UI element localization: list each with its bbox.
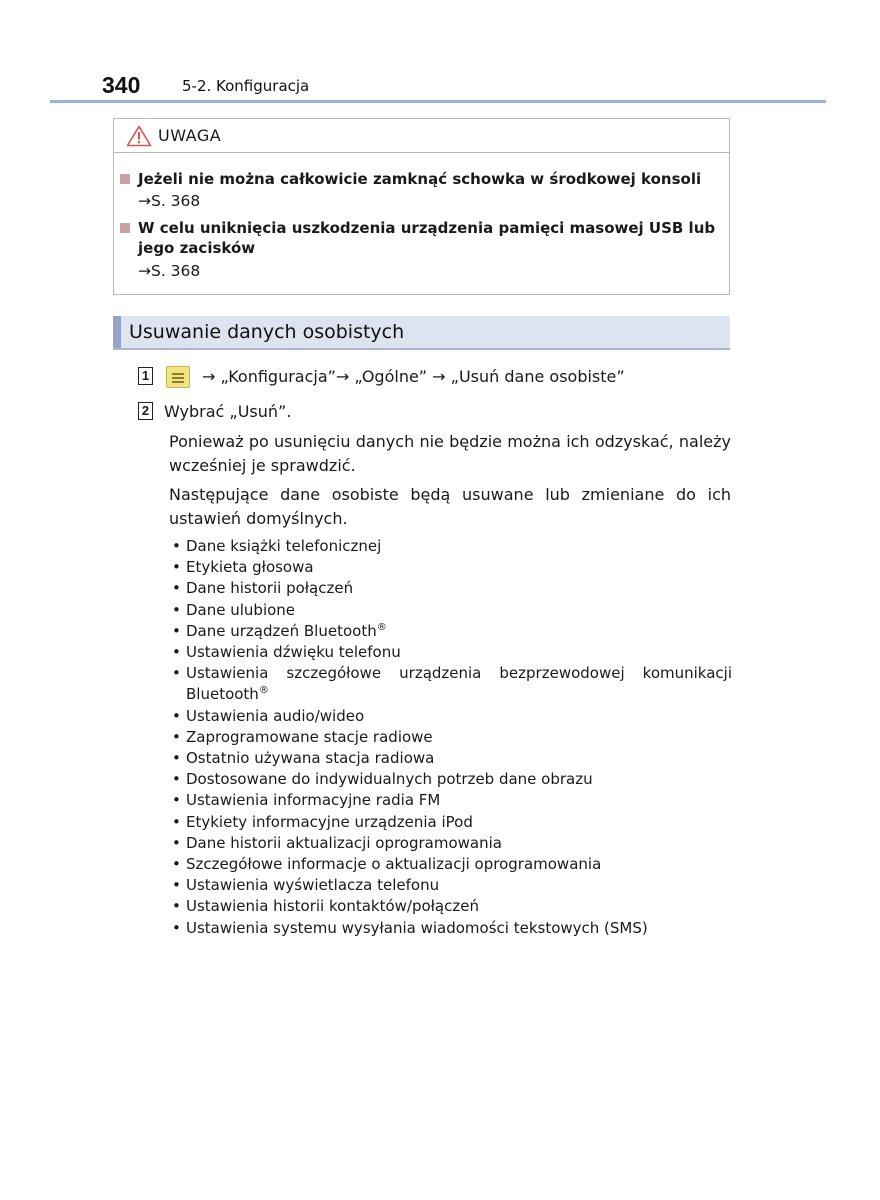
list-item: • Dane historii połączeń [170, 578, 732, 599]
menu-button-icon [166, 366, 190, 388]
step-1-text: → „Konfiguracja”→ „Ogólne” → „Usuń dane osobiste” [202, 367, 625, 386]
section-heading-bar [113, 316, 730, 348]
chapter-title: 5-2. Konfiguracja [182, 77, 310, 95]
caution-item-reference: →S. 368 [138, 192, 201, 210]
caution-header [114, 119, 729, 153]
paragraph: Następujące dane osobiste będą usuwane lub zmieniane do ich ustawień domyślnych. [169, 485, 731, 528]
list-item: • Dostosowane do indywidualnych potrzeb dane obrazu [170, 769, 732, 790]
page-header [0, 0, 880, 104]
caution-bullet-icon [120, 223, 130, 233]
list-item: • Dane urządzeń Bluetooth® [170, 621, 732, 642]
list-item: • Szczegółowe informacje o aktualizacji oprogramowania [170, 854, 732, 875]
step-number-1: 1 [138, 367, 153, 385]
section-underline [113, 348, 730, 350]
caution-bullet-icon [120, 174, 130, 184]
personal-data-list [170, 536, 732, 939]
section-accent [113, 316, 121, 348]
list-item: • Ustawienia systemu wysyłania wiadomości tekstowych (SMS) [170, 918, 732, 939]
paragraph: Ponieważ po usunięciu danych nie będzie można ich odzyskać, należy wcześniej je sprawdzić. [169, 432, 731, 475]
list-item: • Ostatnio używana stacja radiowa [170, 748, 732, 769]
header-rule [50, 100, 826, 103]
list-item: • Zaprogramowane stacje radiowe [170, 727, 732, 748]
list-item: • Dane ulubione [170, 600, 732, 621]
list-item: • Etykieta głosowa [170, 557, 732, 578]
caution-title: UWAGA [158, 126, 222, 145]
list-item: • Etykiety informacyjne urządzenia iPod [170, 812, 732, 833]
caution-item-text: Jeżeli nie można całkowicie zamknąć schowka w środkowej konsoli [138, 170, 702, 188]
list-item: • Ustawienia informacyjne radia FM [170, 790, 732, 811]
registered-mark: ® [376, 621, 387, 633]
page-number: 340 [102, 72, 141, 98]
list-item: • Ustawienia dźwięku telefonu [170, 642, 732, 663]
list-item: • Ustawienia wyświetlacza telefonu [170, 875, 732, 896]
warning-triangle-icon [126, 125, 152, 147]
caution-item-text: W celu uniknięcia uszkodzenia urządzenia pamięci masowej USB lub jego zacisków [138, 219, 716, 257]
list-item: • Ustawienia audio/wideo [170, 706, 732, 727]
step-number-2: 2 [138, 402, 153, 420]
step-2-text: Wybrać „Usuń”. [164, 402, 292, 421]
section-title: Usuwanie danych osobistych [129, 321, 405, 343]
registered-mark: ® [258, 685, 269, 697]
caution-box [113, 118, 730, 295]
list-item: • Dane książki telefonicznej [170, 536, 732, 557]
caution-item-reference: →S. 368 [138, 262, 201, 280]
list-item: • Ustawienia historii kontaktów/połączeń [170, 896, 732, 917]
list-item: • Ustawienia szczegółowe urządzenia bezprzewodowej komunikacji Bluetooth® [170, 663, 732, 705]
list-item: • Dane historii aktualizacji oprogramowania [170, 833, 732, 854]
